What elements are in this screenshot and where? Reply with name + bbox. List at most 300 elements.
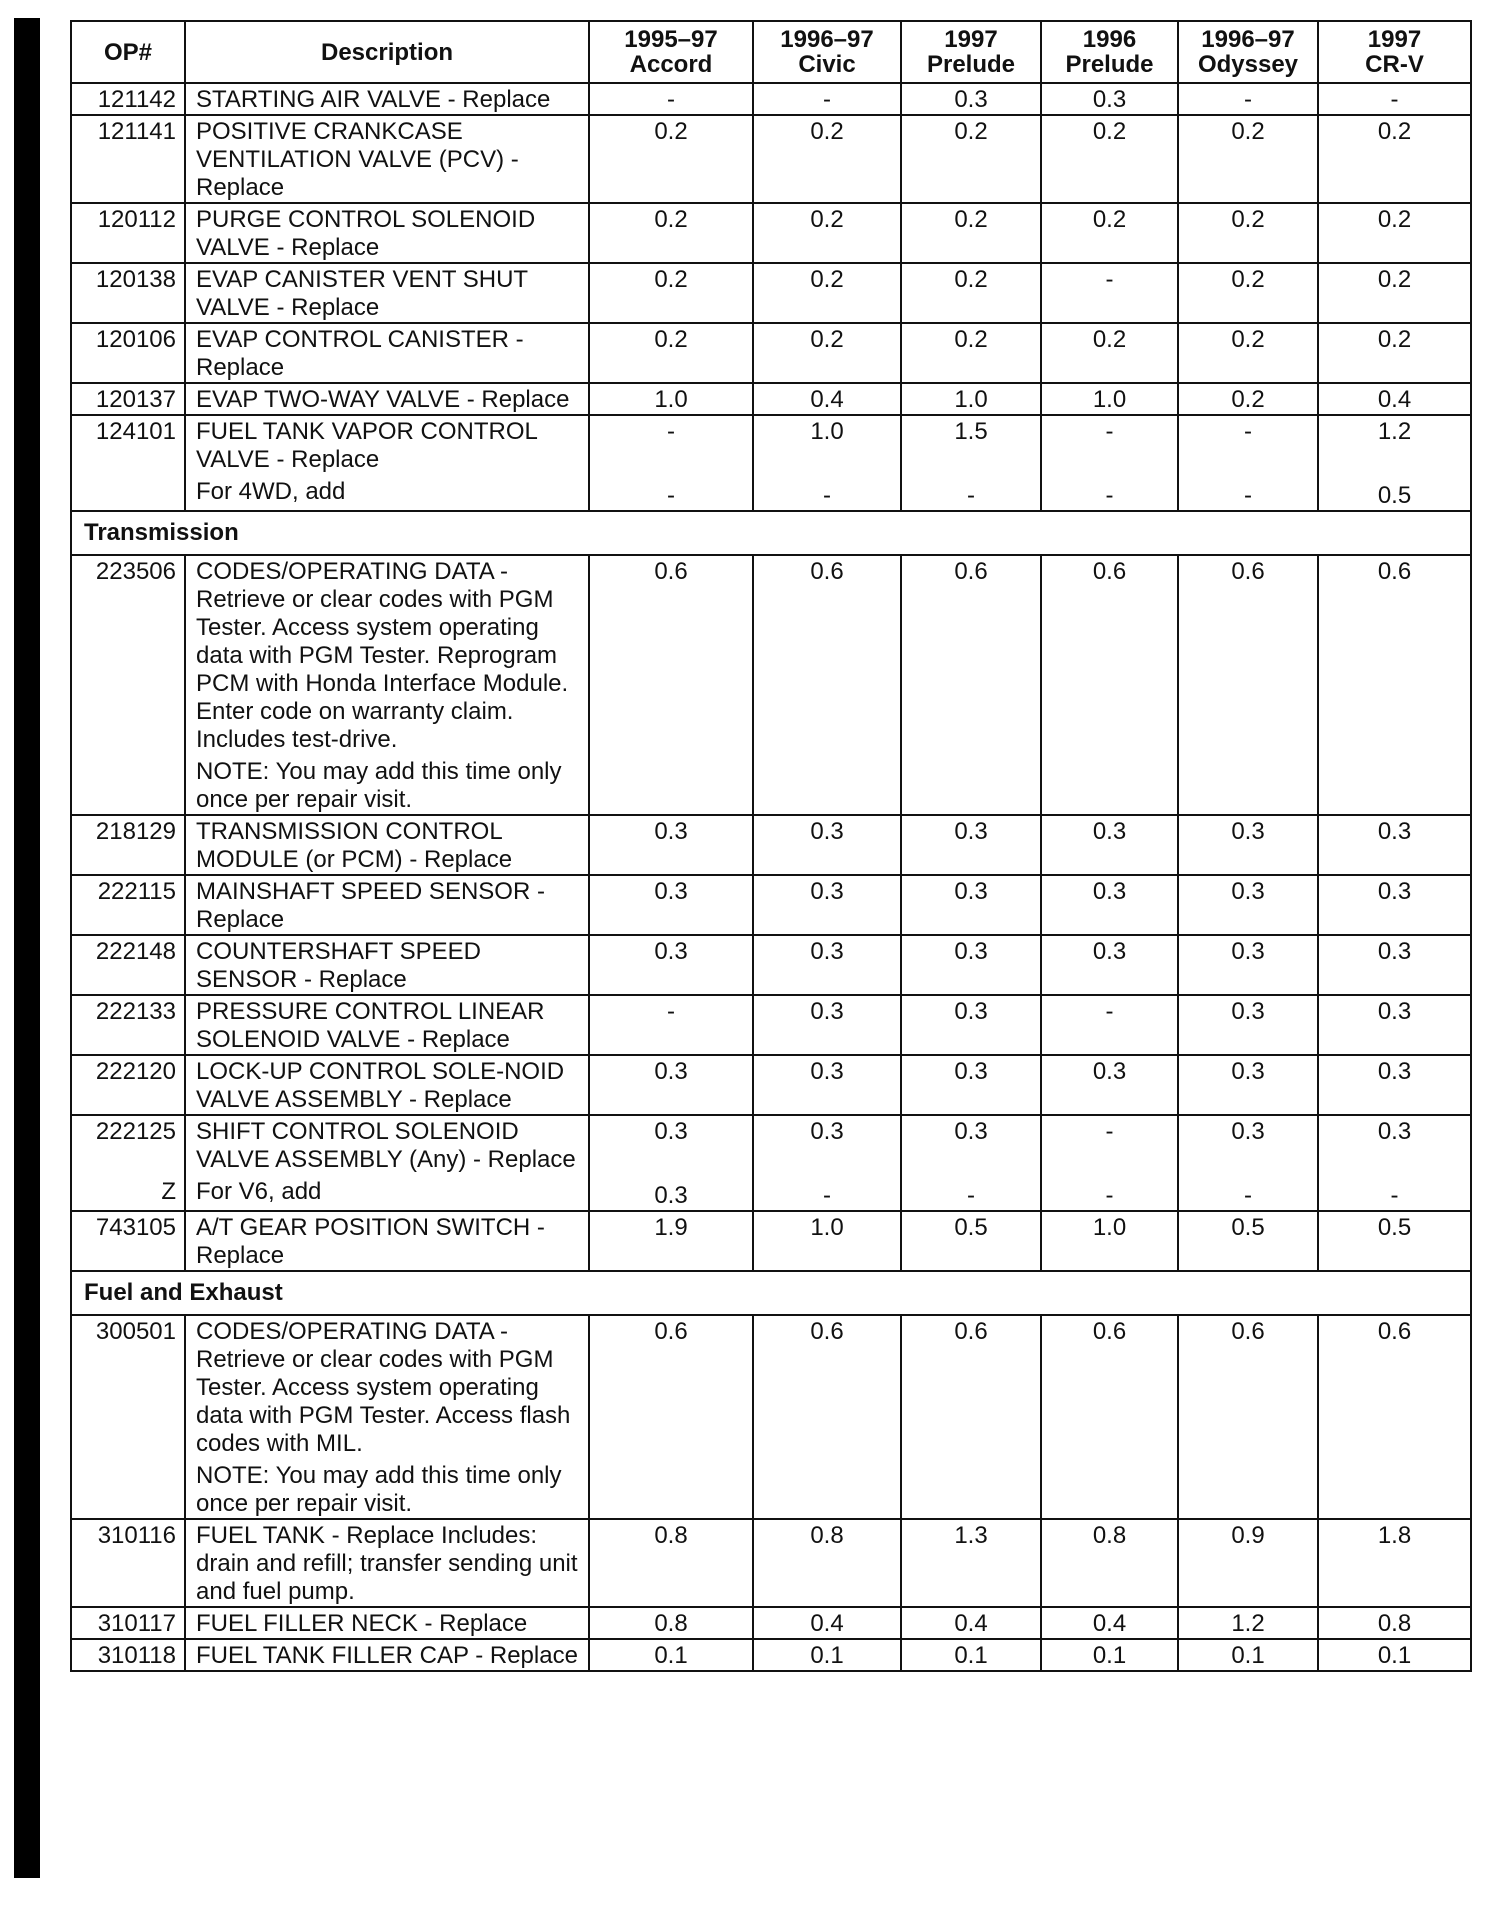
labor-time-cell (1041, 1055, 1178, 1115)
labor-time-value: 0.3 (1377, 818, 1412, 845)
labor-time-cell (1041, 875, 1178, 935)
labor-time-cell (1318, 1315, 1471, 1519)
description-text: CODES/OPERATING DATA - Retrieve or clear codes with PGM Tester. Access system operating data with PGM Tester. Access flash codes with MIL. (196, 1318, 571, 1457)
op-number: 218129 (95, 818, 176, 845)
description-cell (185, 203, 589, 263)
labor-time-cell (1178, 415, 1318, 511)
table-row (71, 1211, 1471, 1271)
labor-time-cell (1178, 1211, 1318, 1271)
labor-time-value: 1.3 (954, 1522, 988, 1549)
labor-time-value: 0.6 (1231, 558, 1265, 585)
labor-time-cell (589, 1519, 753, 1607)
labor-time-value: 0.1 (654, 1642, 688, 1669)
labor-time-cell (1041, 1639, 1178, 1671)
labor-time-value: 0.2 (654, 206, 688, 233)
labor-time-cell (1318, 935, 1471, 995)
op-number: 120137 (95, 386, 176, 413)
description-text: PRESSURE CONTROL LINEAR SOLENOID VALVE - Replace (196, 998, 545, 1053)
labor-time-value: 0.2 (1377, 266, 1412, 293)
header-prelude-1996: 1996 Prelude (1041, 21, 1178, 83)
labor-time-value: 0.3 (654, 1118, 688, 1145)
labor-time-value: 0.5 (1377, 1214, 1412, 1241)
labor-time-cell (753, 935, 901, 995)
description-text: MAINSHAFT SPEED SENSOR - Replace (196, 878, 545, 933)
labor-time-value: 0.8 (810, 1522, 844, 1549)
labor-time-cell (589, 323, 753, 383)
header-row (71, 21, 1471, 83)
labor-time-cell (1041, 1315, 1178, 1519)
op-number: 223506 (95, 558, 176, 585)
labor-time-cell (589, 1115, 753, 1211)
op-number-cell (71, 875, 185, 935)
labor-time-value: 0.3 (1377, 938, 1412, 965)
labor-time-value: - (1105, 1118, 1114, 1145)
labor-time-cell (1178, 203, 1318, 263)
op-number-cell (71, 1607, 185, 1639)
table-row (71, 1115, 1471, 1211)
labor-time-cell (589, 383, 753, 415)
labor-time-value: 0.2 (1231, 118, 1265, 145)
description-cell (185, 115, 589, 203)
labor-time-value: 0.6 (1377, 558, 1412, 585)
description-text: FUEL TANK - Replace Includes: drain and refill; transfer sending unit and fuel pump. (196, 1522, 578, 1605)
labor-time-cell (1178, 1055, 1318, 1115)
labor-time-cell (1041, 1519, 1178, 1607)
labor-time-value: 0.9 (1231, 1522, 1265, 1549)
labor-time-value: 0.6 (1092, 558, 1127, 585)
table-row (71, 875, 1471, 935)
section-header-row (71, 1271, 1471, 1315)
labor-time-cell (1318, 383, 1471, 415)
labor-time-value: 0.2 (1377, 206, 1412, 233)
labor-time-value: 0.3 (954, 818, 988, 845)
labor-time-value: 0.2 (1377, 118, 1412, 145)
description-cell (185, 1519, 589, 1607)
labor-time-cell (1318, 263, 1471, 323)
labor-time-cell (901, 815, 1041, 875)
labor-time-sub-value: - (823, 482, 831, 509)
labor-time-cell (1318, 415, 1471, 511)
op-number: 121142 (97, 86, 176, 113)
table-row (71, 203, 1471, 263)
description-sub-line: For 4WD, add (196, 478, 346, 505)
labor-time-cell (589, 115, 753, 203)
op-number-cell (71, 1211, 185, 1271)
labor-time-cell (753, 1607, 901, 1639)
labor-time-cell (901, 875, 1041, 935)
op-number: 222125 (95, 1118, 176, 1145)
labor-time-cell (901, 323, 1041, 383)
description-cell (185, 815, 589, 875)
labor-time-cell (753, 203, 901, 263)
labor-time-value: 0.8 (654, 1610, 688, 1637)
section-title: Transmission (71, 511, 1471, 555)
labor-time-value: 0.3 (1092, 818, 1127, 845)
labor-time-cell (753, 263, 901, 323)
labor-time-cell (1041, 995, 1178, 1055)
labor-time-value: 1.2 (1231, 1610, 1265, 1637)
labor-time-sub-value: - (1105, 482, 1114, 509)
labor-time-value: 0.4 (810, 386, 844, 413)
description-text: FUEL TANK VAPOR CONTROL VALVE - Replace (196, 418, 537, 473)
labor-time-value: 0.2 (810, 326, 844, 353)
op-number-cell (71, 83, 185, 115)
table-row (71, 935, 1471, 995)
description-cell (185, 1607, 589, 1639)
labor-time-value: 0.3 (654, 1058, 688, 1085)
op-number: 222120 (95, 1058, 176, 1085)
labor-time-value: 0.3 (810, 998, 844, 1025)
op-sub-code (82, 478, 176, 506)
labor-time-sub-value: - (667, 482, 675, 509)
description-cell (185, 995, 589, 1055)
labor-time-cell (589, 203, 753, 263)
labor-time-cell (901, 1211, 1041, 1271)
labor-time-cell (1178, 1639, 1318, 1671)
description-cell (185, 323, 589, 383)
labor-time-cell (1041, 115, 1178, 203)
labor-time-value: 1.5 (954, 418, 988, 445)
labor-time-value: 0.1 (954, 1642, 988, 1669)
labor-time-value: 0.3 (1231, 1118, 1265, 1145)
labor-time-cell (1041, 323, 1178, 383)
labor-time-value: 0.3 (810, 1058, 844, 1085)
op-sub-code: Z (161, 1178, 176, 1205)
table-row (71, 415, 1471, 511)
labor-time-cell (753, 1519, 901, 1607)
op-number: 743105 (95, 1214, 176, 1241)
labor-time-value: 0.2 (810, 266, 844, 293)
labor-time-cell (1178, 83, 1318, 115)
description-sub-line: For V6, add (196, 1178, 322, 1205)
header-description: Description (185, 21, 589, 83)
labor-time-value: 1.8 (1377, 1522, 1412, 1549)
labor-time-value: 0.2 (1231, 326, 1265, 353)
labor-time-cell (1041, 815, 1178, 875)
header-civic: 1996–97 Civic (753, 21, 901, 83)
labor-time-cell (589, 875, 753, 935)
labor-time-cell (901, 203, 1041, 263)
description-cell (185, 1211, 589, 1271)
labor-time-cell (901, 83, 1041, 115)
description-text: TRANSMISSION CONTROL MODULE (or PCM) - Replace (196, 818, 513, 873)
labor-time-cell (753, 995, 901, 1055)
header-accord: 1995–97 Accord (589, 21, 753, 83)
labor-time-cell (1041, 1211, 1178, 1271)
labor-time-value: 0.3 (1231, 998, 1265, 1025)
labor-time-cell (1178, 383, 1318, 415)
labor-time-value: 0.4 (954, 1610, 988, 1637)
labor-time-sub-value: - (1105, 1182, 1114, 1209)
labor-time-cell (589, 1607, 753, 1639)
labor-time-value: 0.2 (1377, 326, 1412, 353)
labor-time-value: 0.2 (654, 118, 688, 145)
op-number-cell (71, 415, 185, 511)
labor-time-value: 1.0 (1092, 1214, 1127, 1241)
labor-time-value: - (1105, 266, 1114, 293)
op-number: 222148 (95, 938, 176, 965)
labor-time-value: 0.2 (1092, 206, 1127, 233)
labor-time-value: - (1105, 998, 1114, 1025)
labor-time-cell (1178, 1519, 1318, 1607)
labor-time-value: 0.1 (810, 1642, 844, 1669)
op-number: 222133 (95, 998, 176, 1025)
labor-time-cell (1041, 383, 1178, 415)
labor-time-cell (589, 935, 753, 995)
description-cell (185, 1115, 589, 1211)
labor-time-cell (1178, 995, 1318, 1055)
labor-time-cell (1318, 555, 1471, 815)
labor-time-value: 0.3 (1231, 818, 1265, 845)
table-row (71, 1315, 1471, 1519)
labor-time-cell (901, 1055, 1041, 1115)
labor-time-cell (753, 555, 901, 815)
labor-time-value: 0.3 (1377, 1058, 1412, 1085)
op-number-cell (71, 1519, 185, 1607)
labor-time-value: 0.6 (654, 1318, 688, 1345)
labor-time-value: 0.4 (1377, 386, 1412, 413)
labor-time-value: 0.6 (654, 558, 688, 585)
table-row (71, 1519, 1471, 1607)
table-body (71, 83, 1471, 1671)
description-cell (185, 1055, 589, 1115)
labor-time-value: 0.6 (1092, 1318, 1127, 1345)
description-text: PURGE CONTROL SOLENOID VALVE - Replace (196, 206, 536, 261)
labor-time-cell (901, 383, 1041, 415)
labor-time-cell (1318, 115, 1471, 203)
labor-time-cell (589, 263, 753, 323)
labor-time-cell (901, 995, 1041, 1055)
labor-time-sub-value: 0.5 (1377, 482, 1412, 509)
labor-time-value: 0.6 (1231, 1318, 1265, 1345)
labor-time-value: 0.8 (654, 1522, 688, 1549)
labor-time-value: 0.3 (954, 86, 988, 113)
labor-time-cell (901, 115, 1041, 203)
labor-time-value: 0.3 (954, 1058, 988, 1085)
labor-time-value: 1.0 (810, 418, 844, 445)
labor-time-value: 0.3 (1092, 86, 1127, 113)
op-number-cell (71, 935, 185, 995)
description-cell (185, 555, 589, 815)
labor-time-cell (589, 815, 753, 875)
labor-time-cell (901, 1519, 1041, 1607)
labor-time-value: 0.3 (1092, 938, 1127, 965)
labor-time-cell (589, 555, 753, 815)
labor-time-value: 0.3 (1092, 1058, 1127, 1085)
op-number: 310116 (97, 1522, 176, 1549)
labor-time-value: 0.6 (810, 558, 844, 585)
header-odyssey: 1996–97 Odyssey (1178, 21, 1318, 83)
description-text: FUEL FILLER NECK - Replace (196, 1610, 528, 1637)
op-number: 120138 (95, 266, 176, 293)
labor-time-sub-value: 0.3 (654, 1182, 688, 1209)
description-text: STARTING AIR VALVE - Replace (196, 86, 551, 113)
labor-time-cell (753, 1211, 901, 1271)
table-row (71, 263, 1471, 323)
labor-time-cell (901, 1607, 1041, 1639)
description-text: COUNTERSHAFT SPEED SENSOR - Replace (196, 938, 481, 993)
labor-time-value: 0.2 (954, 206, 988, 233)
op-number-cell (71, 555, 185, 815)
labor-time-value: - (823, 86, 831, 113)
labor-time-cell (1041, 263, 1178, 323)
labor-time-cell (1318, 1055, 1471, 1115)
op-number-cell (71, 1115, 185, 1211)
description-cell (185, 83, 589, 115)
description-text: FUEL TANK FILLER CAP - Replace (196, 1642, 578, 1669)
labor-time-cell (1178, 555, 1318, 815)
labor-time-cell (1041, 1115, 1178, 1211)
labor-time-value: 0.3 (1231, 1058, 1265, 1085)
labor-time-value: 0.1 (1231, 1642, 1265, 1669)
labor-time-value: 0.3 (654, 818, 688, 845)
labor-time-cell (1041, 935, 1178, 995)
op-number-cell (71, 383, 185, 415)
labor-time-cell (753, 815, 901, 875)
description-text: EVAP TWO-WAY VALVE - Replace (196, 386, 570, 413)
labor-time-value: 0.3 (810, 1118, 844, 1145)
labor-time-cell (753, 383, 901, 415)
labor-time-cell (589, 415, 753, 511)
labor-time-sub-value: - (1244, 482, 1252, 509)
labor-time-value: 0.3 (1377, 998, 1412, 1025)
labor-time-value: 0.3 (810, 938, 844, 965)
table-row (71, 815, 1471, 875)
labor-time-value: 0.2 (1092, 118, 1127, 145)
description-text: CODES/OPERATING DATA - Retrieve or clear codes with PGM Tester. Access system operating data with PGM Tester. Reprogram PCM with Honda Interface Module. Enter code on warranty claim. Includes test-drive. (196, 558, 569, 753)
labor-time-cell (753, 875, 901, 935)
labor-time-value: 0.2 (1231, 206, 1265, 233)
labor-time-value: 0.8 (1092, 1522, 1127, 1549)
op-number: 222115 (97, 878, 176, 905)
labor-time-value: 0.2 (810, 206, 844, 233)
labor-time-cell (589, 1211, 753, 1271)
labor-time-cell (901, 1639, 1041, 1671)
labor-time-cell (1178, 263, 1318, 323)
op-number-cell (71, 1055, 185, 1115)
table-row (71, 323, 1471, 383)
labor-time-cell (753, 1115, 901, 1211)
labor-time-value: 1.0 (810, 1214, 844, 1241)
labor-time-cell (1318, 1115, 1471, 1211)
op-number: 121141 (97, 118, 176, 145)
section-title: Fuel and Exhaust (71, 1271, 1471, 1315)
labor-time-value: 0.3 (954, 998, 988, 1025)
labor-time-value: - (667, 86, 675, 113)
op-number-cell (71, 1639, 185, 1671)
labor-time-cell (753, 323, 901, 383)
labor-time-value: 0.3 (1092, 878, 1127, 905)
labor-time-cell (901, 1115, 1041, 1211)
labor-time-cell (753, 1315, 901, 1519)
labor-time-value: 0.2 (654, 266, 688, 293)
labor-time-value: 1.2 (1377, 418, 1412, 445)
labor-time-cell (1178, 875, 1318, 935)
table-row (71, 1639, 1471, 1671)
labor-time-value: 1.0 (1092, 386, 1127, 413)
labor-time-cell (1178, 1607, 1318, 1639)
labor-time-cell (753, 1055, 901, 1115)
op-number: 310118 (97, 1642, 176, 1669)
labor-time-value: 0.2 (954, 118, 988, 145)
labor-time-value: 0.1 (1377, 1642, 1412, 1669)
labor-time-value: 0.3 (810, 878, 844, 905)
labor-time-value: 0.5 (1231, 1214, 1265, 1241)
table-row (71, 83, 1471, 115)
labor-time-cell (753, 115, 901, 203)
labor-time-cell (1318, 83, 1471, 115)
description-cell (185, 1639, 589, 1671)
labor-time-cell (1318, 203, 1471, 263)
description-cell (185, 1315, 589, 1519)
black-margin-bar (14, 18, 40, 1878)
labor-time-value: - (667, 998, 675, 1025)
labor-time-value: 0.3 (1231, 878, 1265, 905)
labor-time-value: 0.8 (1377, 1610, 1412, 1637)
header-op: OP# (71, 21, 185, 83)
op-number-cell (71, 263, 185, 323)
table-row (71, 1055, 1471, 1115)
labor-time-cell (589, 1639, 753, 1671)
op-number-cell (71, 203, 185, 263)
labor-time-cell (1318, 323, 1471, 383)
labor-time-value: 1.0 (654, 386, 688, 413)
labor-time-value: 0.3 (954, 938, 988, 965)
labor-time-value: 0.2 (810, 118, 844, 145)
labor-time-cell (1178, 1315, 1318, 1519)
description-note: NOTE: You may add this time only once per repair visit. (196, 758, 562, 813)
labor-time-cell (901, 1315, 1041, 1519)
table-row (71, 383, 1471, 415)
labor-time-cell (1318, 815, 1471, 875)
labor-time-cell (1318, 995, 1471, 1055)
labor-time-value: 0.1 (1092, 1642, 1127, 1669)
labor-time-cell (1041, 83, 1178, 115)
labor-time-cell (1041, 203, 1178, 263)
op-number: 124101 (95, 418, 176, 445)
labor-time-value: 0.2 (954, 326, 988, 353)
labor-time-value: - (1105, 418, 1114, 445)
labor-time-cell (1318, 1211, 1471, 1271)
description-text: EVAP CONTROL CANISTER - Replace (196, 326, 524, 381)
table-row (71, 1607, 1471, 1639)
labor-time-value: 0.3 (954, 878, 988, 905)
op-number: 120106 (95, 326, 176, 353)
labor-time-cell (753, 415, 901, 511)
labor-time-value: 0.3 (1377, 1118, 1412, 1145)
op-number: 300501 (95, 1318, 176, 1345)
labor-time-cell (753, 83, 901, 115)
labor-time-cell (1178, 115, 1318, 203)
labor-time-value: 0.2 (654, 326, 688, 353)
labor-time-cell (1178, 323, 1318, 383)
labor-time-cell (1041, 555, 1178, 815)
description-text: EVAP CANISTER VENT SHUT VALVE - Replace (196, 266, 528, 321)
header-crv: 1997 CR-V (1318, 21, 1471, 83)
labor-time-value: - (1390, 86, 1399, 113)
labor-time-sub-value: - (1390, 1182, 1399, 1209)
labor-time-cell (589, 1315, 753, 1519)
labor-time-sub-value: - (967, 1182, 975, 1209)
labor-time-value: - (667, 418, 675, 445)
labor-time-cell (753, 1639, 901, 1671)
op-number-cell (71, 815, 185, 875)
labor-time-value: 1.0 (954, 386, 988, 413)
description-text: SHIFT CONTROL SOLENOID VALVE ASSEMBLY (Any) - Replace (196, 1118, 576, 1173)
labor-time-cell (1178, 1115, 1318, 1211)
labor-time-value: 0.3 (1377, 878, 1412, 905)
labor-time-sub-value: - (967, 482, 975, 509)
